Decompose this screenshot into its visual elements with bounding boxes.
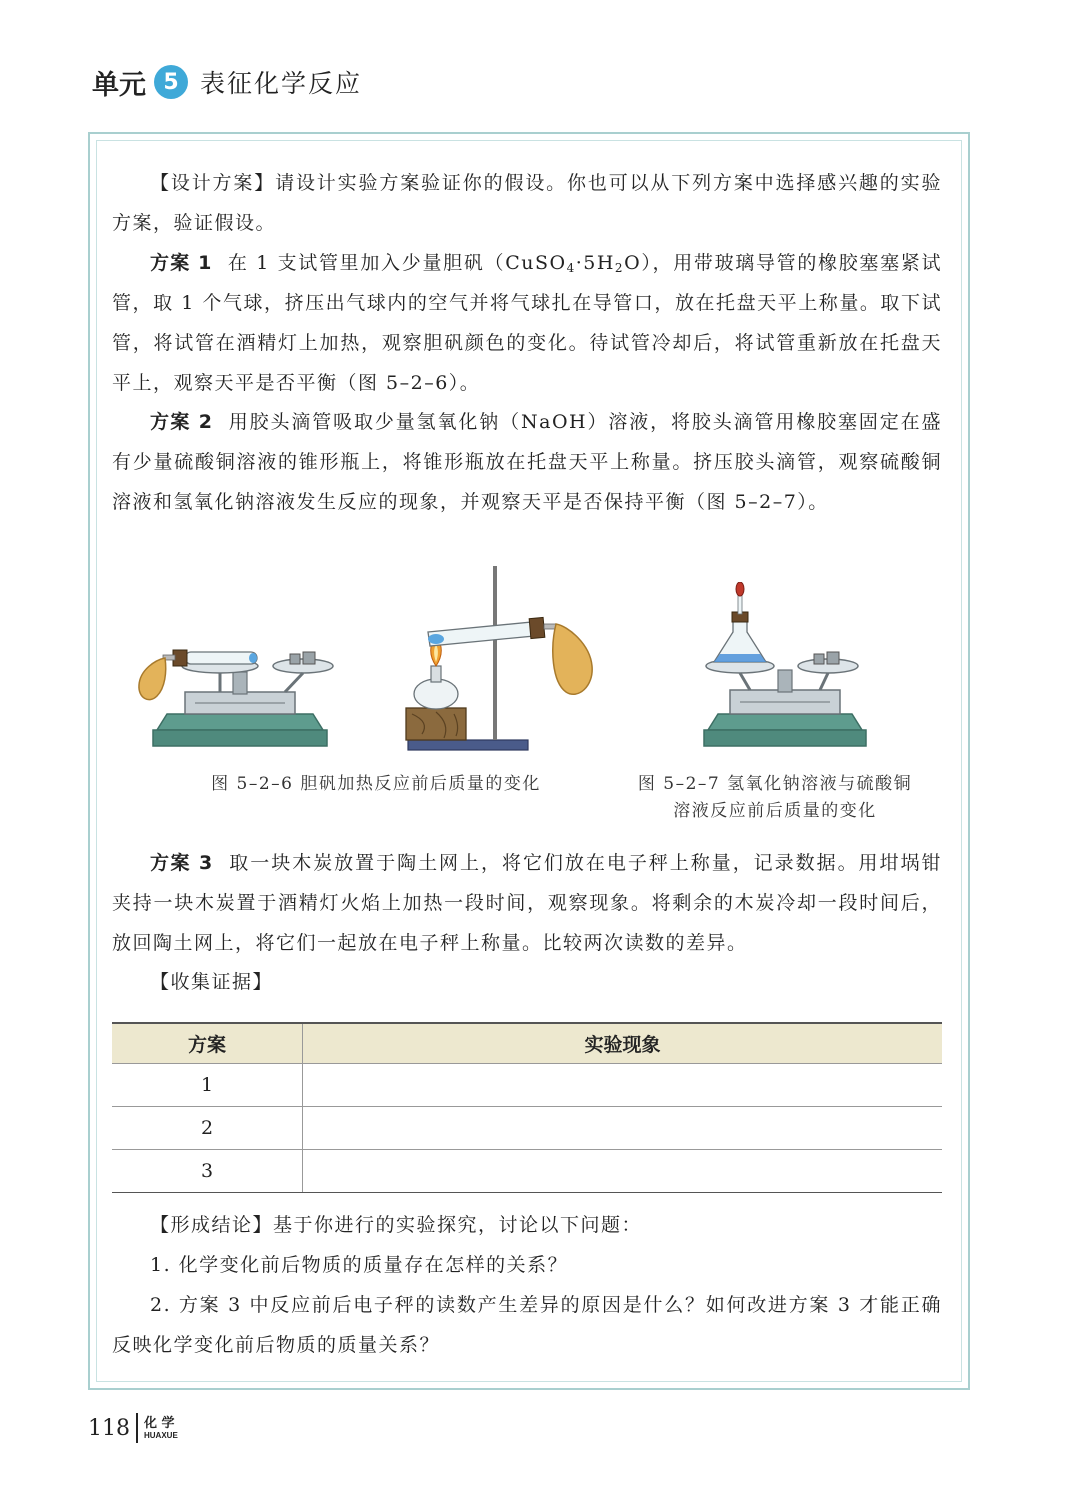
plan3-label: 方案 3 [150, 852, 214, 874]
plan2-paragraph [112, 402, 942, 522]
evidence-heading: 【收集证据】 [150, 971, 274, 993]
evidence-table [112, 1022, 942, 1193]
table-row [112, 1064, 942, 1107]
plan1-text-c: O），用带玻璃导管的橡胶塞塞紧试管，取 1 个气球，挤压出气球内的空气并将气球扎在导管口，放在托盘天平上称量。取下试管，将试管在酒精灯上加热，观察胆矾颜色的变化。待试管冷却后，将试管重新放在托盘天平上，观察天平是否平衡（图 5–2–6）。 [112, 252, 942, 394]
subject-cn: 化 学 [144, 1415, 175, 1431]
plan1-sub-b: 2 [614, 261, 625, 275]
unit-number-badge: 5 [154, 65, 188, 99]
plan1-text-b: ·5H [575, 252, 615, 274]
plan1-label: 方案 1 [150, 252, 213, 274]
plan-cell: 3 [112, 1150, 303, 1193]
figure-5-2-6-balance [135, 630, 335, 750]
figure-5-2-7-caption-line1: 图 5–2–7 氢氧化钠溶液与硫酸铜 [637, 774, 913, 794]
page-footer [88, 1410, 178, 1446]
design-paragraph [112, 163, 942, 243]
page-number: 118 [88, 1415, 130, 1441]
conclusion-paragraph [112, 1205, 942, 1245]
question-1: 1. 化学变化前后物质的质量存在怎样的关系？ [150, 1254, 569, 1276]
question-2: 2. 方案 3 中反应前后电子秤的读数产生差异的原因是什么？如何改进方案 3 才能正确反映化学变化前后物质的质量关系？ [112, 1294, 942, 1356]
footer-divider [136, 1413, 138, 1443]
unit-label: 单元 [92, 69, 146, 101]
design-tag: 【设计方案】 [150, 172, 276, 194]
subject-en: HUAXUE [144, 1430, 178, 1440]
plan2-label: 方案 2 [150, 411, 213, 433]
table-row [112, 1150, 942, 1193]
table-row [112, 1107, 942, 1150]
figure-5-2-6-heating-setup [400, 562, 600, 754]
plan1-text-a: 在 1 支试管里加入少量胆矾（CuSO [227, 252, 567, 274]
figure-5-2-7-balance-flask [700, 582, 870, 750]
column-header-plan: 方案 [112, 1023, 303, 1064]
phenomenon-cell[interactable] [303, 1107, 943, 1150]
figure-5-2-6-caption: 图 5–2–6 胆矾加热反应前后质量的变化 [211, 774, 541, 794]
plan1-paragraph [112, 243, 942, 403]
conclusion-intro: 基于你进行的实验探究，讨论以下问题： [273, 1214, 643, 1236]
subject-mark [144, 1417, 178, 1440]
column-header-phenomenon: 实验现象 [303, 1023, 943, 1064]
figure-5-2-7-caption-line2: 溶液反应前后质量的变化 [673, 801, 877, 821]
phenomenon-cell[interactable] [303, 1150, 943, 1193]
plan-cell: 1 [112, 1064, 303, 1107]
unit-header [92, 62, 362, 102]
plan2-text: 用胶头滴管吸取少量氢氧化钠（NaOH）溶液，将胶头滴管用橡胶塞固定在盛有少量硫酸铜溶液的锥形瓶上，将锥形瓶放在托盘天平上称量。挤压胶头滴管，观察硫酸铜溶液和氢氧化钠溶液发生反应的现象，并观察天平是否保持平衡（图 5–2–7）。 [112, 411, 942, 513]
plan-cell: 2 [112, 1107, 303, 1150]
design-text: 请设计实验方案验证你的假设。你也可以从下列方案中选择感兴趣的实验方案，验证假设。 [112, 172, 942, 234]
plan3-paragraph [112, 843, 942, 963]
unit-title: 表征化学反应 [200, 69, 363, 98]
table-header-row [112, 1023, 942, 1064]
conclusion-tag: 【形成结论】 [150, 1214, 274, 1236]
plan3-text: 取一块木炭放置于陶土网上，将它们放在电子秤上称量，记录数据。用坩埚钳夹持一块木炭置于酒精灯火焰上加热一段时间，观察现象。将剩余的木炭冷却一段时间后，放回陶土网上，将它们一起放在电子秤上称量。比较两次读数的差异。 [112, 852, 942, 954]
plan1-sub-a: 4 [566, 261, 576, 275]
phenomenon-cell[interactable] [303, 1064, 943, 1107]
